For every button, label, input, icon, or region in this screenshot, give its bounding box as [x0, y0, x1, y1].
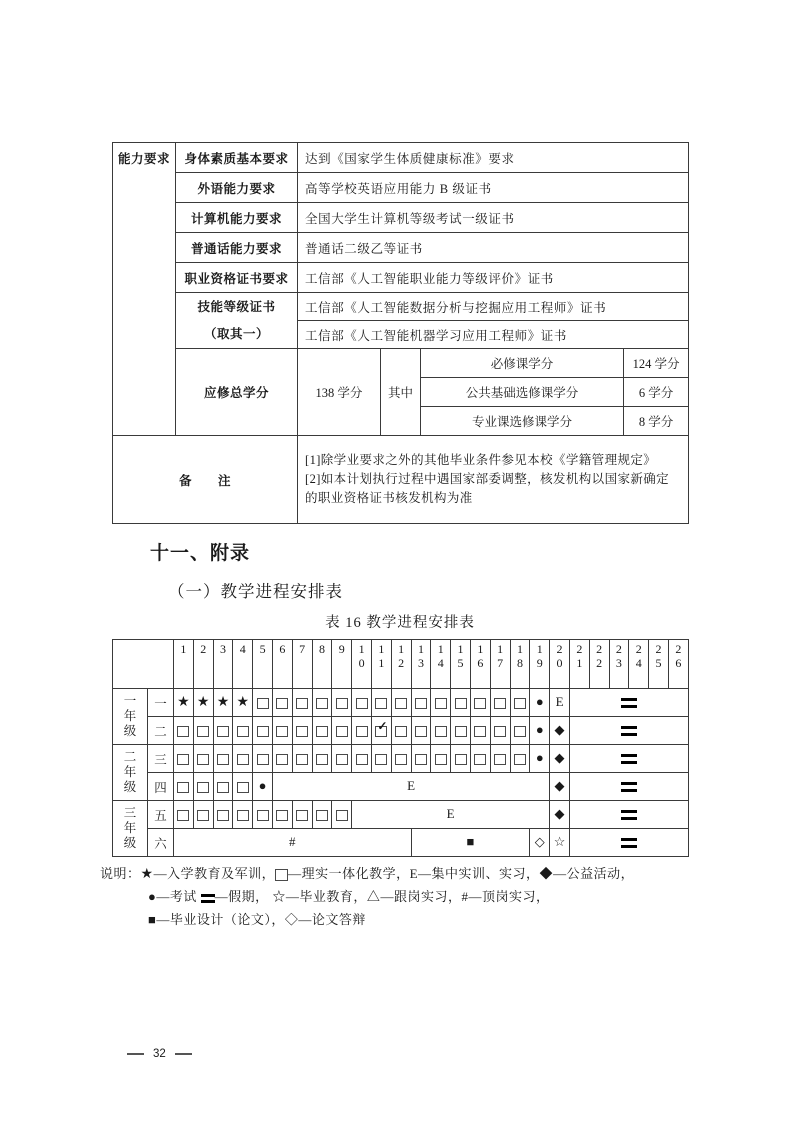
square-icon [356, 698, 368, 709]
week-cell [332, 801, 352, 829]
week-cell [569, 829, 688, 857]
filled-diamond-icon: ◆ [554, 750, 565, 765]
square-icon [435, 726, 447, 737]
credit-name: 公共基础选修课学分 [421, 378, 624, 407]
week-cell [272, 689, 292, 717]
square-icon [395, 726, 407, 737]
week-number-header: 2 0 [550, 640, 570, 689]
skill-cert-value: 工信部《人工智能数据分析与挖掘应用工程师》证书 [298, 293, 689, 321]
double-bar-icon [621, 810, 637, 820]
square-icon [237, 754, 249, 765]
week-cell [193, 773, 213, 801]
square-icon [296, 810, 308, 821]
square-icon [415, 754, 427, 765]
square-icon [275, 869, 288, 881]
week-number-header: 3 [213, 640, 233, 689]
week-number-header: 4 [233, 640, 253, 689]
week-cell [272, 773, 549, 801]
week-cell [233, 773, 253, 801]
square-icon [455, 754, 467, 765]
filled-square-icon: ■ [148, 912, 157, 927]
week-number-header: 1 2 [391, 640, 411, 689]
square-icon [217, 782, 229, 793]
req-row-label: 外语能力要求 [176, 173, 298, 203]
triangle-icon: △ [366, 889, 381, 904]
e-symbol: E [446, 806, 455, 821]
week-number-header: 2 2 [589, 640, 609, 689]
star-icon: ★ [236, 695, 250, 710]
square-icon [455, 698, 467, 709]
footer-dash-icon [127, 1053, 144, 1055]
week-cell [569, 801, 688, 829]
square-icon [197, 782, 209, 793]
week-cell [174, 773, 194, 801]
week-cell [174, 801, 194, 829]
week-cell [451, 717, 471, 745]
req-row-label: 普通话能力要求 [176, 233, 298, 263]
schedule-table-title: 表 16 教学进程安排表 [325, 615, 475, 631]
total-credits-label: 应修总学分 [176, 349, 298, 436]
week-cell [352, 745, 372, 773]
semester-label: 四 [148, 773, 174, 801]
square-icon [257, 698, 269, 709]
schedule-table [112, 639, 689, 857]
week-number-header: 1 5 [451, 640, 471, 689]
week-cell [213, 745, 233, 773]
total-credits-value: 138 学分 [298, 349, 381, 436]
week-number-header: 2 3 [609, 640, 629, 689]
page-footer [118, 1048, 201, 1060]
week-cell [253, 773, 273, 801]
week-number-header: 7 [292, 640, 312, 689]
filled-diamond-icon: ◆ [554, 722, 565, 737]
credit-name: 必修课学分 [421, 349, 624, 378]
filled-circle-icon: ● [535, 722, 544, 737]
legend-text: —考试 [156, 889, 201, 904]
e-symbol: E [407, 778, 416, 793]
square-icon [375, 698, 387, 709]
week-number-header: 1 4 [431, 640, 451, 689]
week-cell [550, 773, 570, 801]
square-icon [356, 754, 368, 765]
square-icon [276, 754, 288, 765]
legend-text: —公益活动， [553, 866, 635, 881]
credit-value: 6 学分 [624, 378, 689, 407]
week-cell [312, 717, 332, 745]
square-icon [435, 698, 447, 709]
week-cell [213, 689, 233, 717]
legend-text: —假期， [214, 889, 273, 904]
square-icon [435, 754, 447, 765]
week-cell [510, 717, 530, 745]
square-icon [197, 726, 209, 737]
filled-diamond-icon: ◆ [554, 806, 565, 821]
week-cell [550, 801, 570, 829]
square-icon [336, 726, 348, 737]
week-cell [490, 689, 510, 717]
square-icon [514, 754, 526, 765]
week-cell [371, 745, 391, 773]
legend-line [100, 885, 720, 908]
week-cell [292, 689, 312, 717]
credit-name: 专业课选修课学分 [421, 407, 624, 436]
week-number-header: 1 7 [490, 640, 510, 689]
week-number-header: 2 6 [668, 640, 688, 689]
week-cell [272, 717, 292, 745]
week-number-header: 1 0 [352, 640, 372, 689]
filled-square-icon: ■ [466, 834, 475, 849]
week-cell [530, 745, 550, 773]
week-cell [510, 689, 530, 717]
week-cell [332, 689, 352, 717]
week-cell [193, 801, 213, 829]
week-cell [312, 801, 332, 829]
week-cell [550, 745, 570, 773]
week-number-header: 2 [193, 640, 213, 689]
week-cell [253, 745, 273, 773]
square-icon [514, 726, 526, 737]
week-cell [490, 717, 510, 745]
week-cell [332, 717, 352, 745]
square-icon [316, 726, 328, 737]
week-cell [292, 717, 312, 745]
legend-text: —入学教育及军训， [153, 866, 276, 881]
week-number-header: 1 3 [411, 640, 431, 689]
week-cell [490, 745, 510, 773]
square-icon [276, 726, 288, 737]
week-cell [550, 717, 570, 745]
square-icon [276, 698, 288, 709]
square-icon [316, 810, 328, 821]
filled-circle-icon: ● [535, 694, 544, 709]
square-icon [197, 810, 209, 821]
req-row-value: 普通话二级乙等证书 [298, 233, 689, 263]
req-row-value: 工信部《人工智能职业能力等级评价》证书 [298, 263, 689, 293]
grade-label: 二 年 级 [113, 745, 148, 801]
req-row-value: 高等学校英语应用能力 B 级证书 [298, 173, 689, 203]
square-icon [336, 698, 348, 709]
square-icon [257, 726, 269, 737]
filled-circle-icon: ● [148, 889, 157, 904]
semester-label: 二 [148, 717, 174, 745]
legend-line [100, 862, 720, 885]
schedule-legend [100, 862, 720, 931]
week-cell [510, 745, 530, 773]
week-cell [213, 773, 233, 801]
capability-requirements-header: 能力要求 [113, 143, 176, 436]
square-icon [217, 810, 229, 821]
week-number-header: 1 9 [530, 640, 550, 689]
week-cell [431, 717, 451, 745]
week-cell [253, 717, 273, 745]
week-cell [193, 689, 213, 717]
week-cell [470, 689, 490, 717]
square-icon [197, 754, 209, 765]
double-bar-icon [621, 838, 637, 848]
week-cell [431, 745, 451, 773]
filled-circle-icon: ● [535, 750, 544, 765]
week-cell [312, 689, 332, 717]
week-cell [174, 689, 194, 717]
skill-cert-label-line1: 技能等级证书 [197, 299, 276, 314]
week-cell [352, 801, 550, 829]
subsection-heading: （一）教学进程安排表 [168, 582, 343, 601]
week-cell [352, 717, 372, 745]
week-number-header: 9 [332, 640, 352, 689]
square-icon [514, 698, 526, 709]
week-cell [352, 689, 372, 717]
open-diamond-icon: ◇ [284, 912, 299, 927]
square-icon [356, 726, 368, 737]
hash-symbol: # [289, 834, 296, 849]
square-icon [217, 754, 229, 765]
grade-label: 一 年 级 [113, 689, 148, 745]
square-icon [257, 810, 269, 821]
week-cell [272, 745, 292, 773]
page-number: 32 [153, 1048, 166, 1060]
square-icon [177, 754, 189, 765]
legend-line [100, 908, 720, 931]
week-cell [569, 773, 688, 801]
week-cell [411, 745, 431, 773]
square-icon [336, 810, 348, 821]
star-icon: ★ [216, 695, 230, 710]
filled-circle-icon: ● [258, 778, 267, 793]
grade-label: 三 年 级 [113, 801, 148, 857]
semester-label: 一 [148, 689, 174, 717]
week-cell [411, 689, 431, 717]
week-number-header: 2 4 [629, 640, 649, 689]
square-icon [296, 754, 308, 765]
week-cell [550, 829, 570, 857]
credit-value: 8 学分 [624, 407, 689, 436]
week-cell [470, 717, 490, 745]
square-icon [494, 754, 506, 765]
section-heading: 十一、附录 [150, 543, 251, 564]
square-icon [316, 698, 328, 709]
week-cell [371, 717, 391, 745]
square-icon [474, 726, 486, 737]
skill-cert-value: 工信部《人工智能机器学习应用工程师》证书 [298, 321, 689, 349]
week-cell [193, 745, 213, 773]
week-cell [411, 829, 530, 857]
week-cell [411, 717, 431, 745]
schedule-corner-cell [113, 640, 174, 689]
remark-line: [2]如本计划执行过程中遇国家部委调整，核发机构以国家新确定的职业资格证书核发机构为准 [305, 472, 670, 505]
week-number-header: 1 1 [371, 640, 391, 689]
open-star-icon: ☆ [553, 834, 566, 849]
week-cell [233, 689, 253, 717]
skill-cert-label-line2: （取其一） [203, 326, 269, 341]
week-cell [233, 801, 253, 829]
remark-text [298, 436, 689, 524]
week-cell [213, 801, 233, 829]
week-cell [193, 717, 213, 745]
req-row-value: 达到《国家学生体质健康标准》要求 [298, 143, 689, 173]
legend-text: —理实一体化教学，E—集中实训、实习， [288, 866, 540, 881]
week-cell [253, 689, 273, 717]
week-cell [292, 745, 312, 773]
week-cell [233, 745, 253, 773]
square-icon [415, 698, 427, 709]
legend-text: —跟岗实习，#—顶岗实习， [380, 889, 550, 904]
week-cell [391, 689, 411, 717]
square-icon [336, 754, 348, 765]
square-icon [276, 810, 288, 821]
legend-text: —毕业设计（论文）， [156, 912, 285, 927]
square-icon [494, 698, 506, 709]
square-icon [237, 726, 249, 737]
square-icon [474, 698, 486, 709]
week-number-header: 2 5 [649, 640, 669, 689]
week-cell [292, 801, 312, 829]
double-bar-icon [621, 698, 637, 708]
week-cell [451, 689, 471, 717]
double-bar-icon [621, 782, 637, 792]
square-icon [415, 726, 427, 737]
open-diamond-icon: ◇ [534, 834, 545, 849]
e-symbol: E [555, 694, 564, 709]
square-icon [316, 754, 328, 765]
week-cell [312, 745, 332, 773]
square-icon [237, 810, 249, 821]
credit-value: 124 学分 [624, 349, 689, 378]
filled-diamond-icon: ◆ [539, 866, 554, 881]
square-icon [395, 754, 407, 765]
semester-label: 三 [148, 745, 174, 773]
req-row-value: 全国大学生计算机等级考试一级证书 [298, 203, 689, 233]
square-icon [177, 810, 189, 821]
week-cell [470, 745, 490, 773]
week-cell [569, 717, 688, 745]
semester-label: 五 [148, 801, 174, 829]
week-cell [569, 745, 688, 773]
requirements-table [112, 142, 689, 524]
week-cell [233, 717, 253, 745]
square-icon [375, 754, 387, 765]
remark-label: 备 注 [113, 436, 298, 524]
among-label: 其中 [381, 349, 421, 436]
legend-text: —论文答辩 [298, 912, 366, 927]
star-icon: ★ [177, 695, 190, 710]
week-cell [550, 689, 570, 717]
checked-square-icon [375, 718, 388, 737]
legend-text: —毕业教育， [285, 889, 367, 904]
week-cell [174, 717, 194, 745]
square-icon [494, 726, 506, 737]
week-cell [332, 745, 352, 773]
week-cell [174, 745, 194, 773]
legend-label: 说明： [100, 866, 141, 881]
footer-dash-icon [175, 1053, 192, 1055]
req-row-label: 职业资格证书要求 [176, 263, 298, 293]
star-icon: ★ [196, 695, 210, 710]
check-mark-icon: ✓ [377, 718, 388, 733]
week-cell [451, 745, 471, 773]
week-cell [569, 689, 688, 717]
week-cell [253, 801, 273, 829]
week-cell [213, 717, 233, 745]
star-icon: ★ [140, 867, 154, 882]
week-number-header: 2 1 [569, 640, 589, 689]
week-number-header: 5 [253, 640, 273, 689]
double-bar-icon [201, 894, 215, 903]
skill-cert-label [176, 293, 298, 349]
square-icon [474, 754, 486, 765]
square-icon [177, 782, 189, 793]
square-icon [395, 698, 407, 709]
week-cell [272, 801, 292, 829]
week-cell [391, 717, 411, 745]
remark-line: [1]除学业要求之外的其他毕业条件参见本校《学籍管理规定》 [305, 453, 657, 467]
square-icon [455, 726, 467, 737]
week-cell [530, 717, 550, 745]
week-number-header: 1 8 [510, 640, 530, 689]
week-cell [174, 829, 412, 857]
square-icon [217, 726, 229, 737]
week-cell [530, 829, 550, 857]
open-star-icon: ☆ [272, 889, 286, 904]
week-cell [371, 689, 391, 717]
week-number-header: 6 [272, 640, 292, 689]
double-bar-icon [621, 726, 637, 736]
week-cell [391, 745, 411, 773]
week-cell [431, 689, 451, 717]
semester-label: 六 [148, 829, 174, 857]
week-number-header: 1 [174, 640, 194, 689]
square-icon [177, 726, 189, 737]
week-number-header: 1 6 [470, 640, 490, 689]
square-icon [237, 782, 249, 793]
week-number-header: 8 [312, 640, 332, 689]
filled-diamond-icon: ◆ [554, 778, 565, 793]
square-icon [296, 698, 308, 709]
square-icon [296, 726, 308, 737]
week-cell [530, 689, 550, 717]
square-icon [257, 754, 269, 765]
req-row-label: 计算机能力要求 [176, 203, 298, 233]
double-bar-icon [621, 754, 637, 764]
req-row-label: 身体素质基本要求 [176, 143, 298, 173]
